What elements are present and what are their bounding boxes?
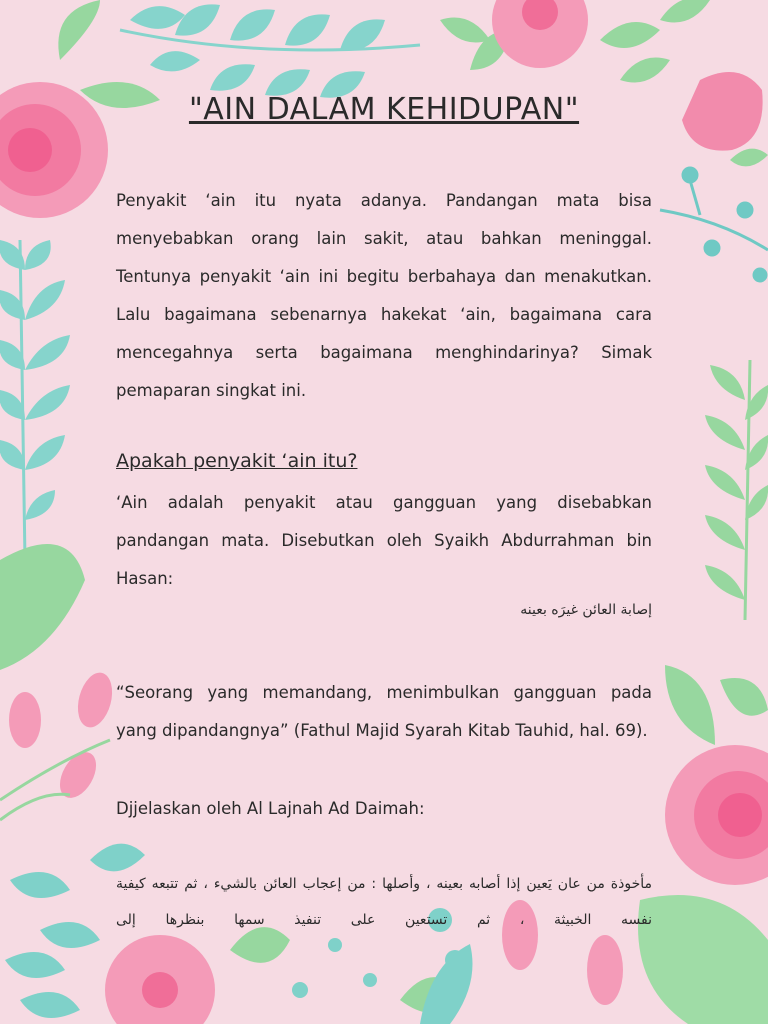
green-fern-right-icon — [705, 360, 768, 620]
explained-by-line: Djjelaskan oleh Al Lajnah Ad Daimah: — [116, 799, 425, 818]
teal-sprig-right-icon — [660, 168, 768, 281]
arabic-quote — [116, 602, 652, 618]
arabic-explanation: مأخوذة من عان يَعين إذا أصابه بعينه ، وأصلها : من إعجاب العائن بالشيء ، ثم تتبعه كيفية نفسه الخبيثة ، ثم تستعين على تنفيذ سمها بنظرها إلى — [116, 876, 652, 928]
pink-rose-right-icon — [665, 745, 768, 885]
arabic-quote-text: إصابة العائن غيرَه بعينه — [520, 602, 652, 618]
green-leaf-right-icon — [665, 665, 768, 745]
pink-rose-left-icon — [0, 82, 108, 218]
page-title: "AIN DALAM KEHIDUPAN" — [188, 92, 580, 127]
definition-paragraph: ‘Ain adalah penyakit atau gangguan yang disebabkan pandangan mata. Disebutkan oleh Syaikh Abdurrahman bin Hasan: — [116, 493, 652, 588]
section-heading: Apakah penyakit ‘ain itu? — [116, 450, 358, 472]
document-content — [116, 0, 652, 1024]
pink-bud-top-right-icon — [682, 72, 763, 151]
teal-fern-left-icon — [0, 240, 70, 560]
translation-paragraph: “Seorang yang memandang, menimbulkan gangguan pada yang dipandangnya” (Fathul Majid Syarah Kitab Tauhid, hal. 69). — [116, 683, 652, 740]
green-leaf-left-icon — [0, 544, 85, 670]
intro-paragraph: Penyakit ‘ain itu nyata adanya. Pandangan mata bisa menyebabkan orang lain sakit, atau bahkan meninggal. Tentunya penyakit ‘ain ini begitu berbahaya dan menakutkan. Lalu bagaimana sebenarnya hakekat ‘ain, bagaimana cara mencegahnya serta bagaimana menghindarinya? Simak pemaparan singkat ini. — [116, 191, 652, 400]
green-leaf-bottom-right-icon — [638, 895, 768, 1024]
